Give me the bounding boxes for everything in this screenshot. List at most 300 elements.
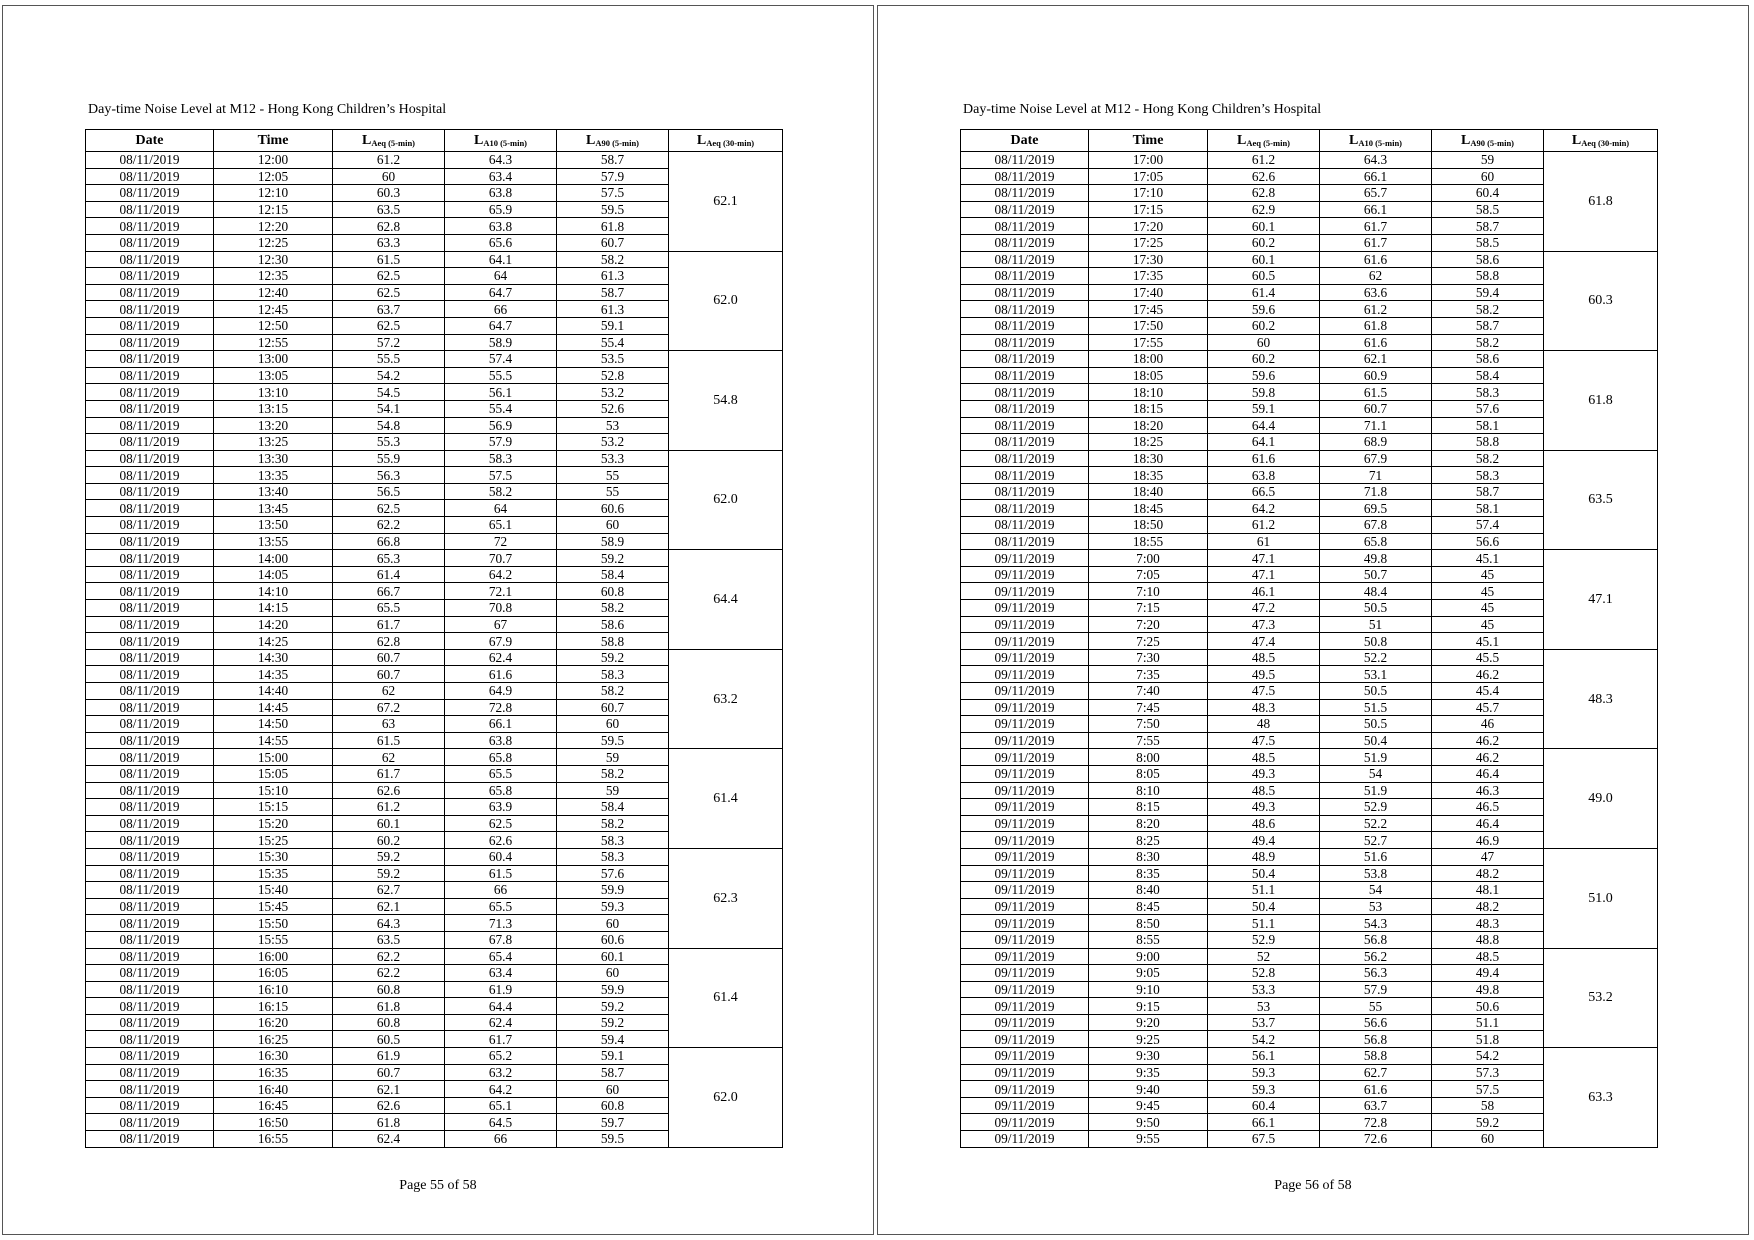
date-cell: 08/11/2019 [86, 168, 214, 185]
date-cell: 09/11/2019 [961, 882, 1089, 899]
la10-5min-cell: 64.7 [445, 284, 557, 301]
laeq-30min-cell: 64.4 [669, 550, 783, 650]
time-cell: 8:00 [1089, 749, 1208, 766]
date-cell: 08/11/2019 [86, 301, 214, 318]
date-cell: 08/11/2019 [961, 168, 1089, 185]
time-cell: 8:50 [1089, 915, 1208, 932]
column-header-laeq-30min: $L_{Aeq (30-min)}$ [1544, 130, 1658, 152]
time-cell: 12:00 [214, 152, 333, 169]
date-cell: 08/11/2019 [86, 251, 214, 268]
date-cell: 08/11/2019 [961, 234, 1089, 251]
la90-5min-cell: 60.6 [557, 931, 669, 948]
la10-5min-cell: 58.3 [445, 450, 557, 467]
laeq-30min-cell: 61.4 [669, 749, 783, 849]
table-header-row [961, 130, 1658, 152]
time-cell: 13:45 [214, 500, 333, 517]
time-cell: 9:50 [1089, 1114, 1208, 1131]
laeq-5min-cell: 47.5 [1208, 732, 1320, 749]
date-cell: 08/11/2019 [961, 500, 1089, 517]
la90-5min-cell: 46.5 [1432, 799, 1544, 816]
la90-5min-cell: 58.2 [557, 251, 669, 268]
la90-5min-cell: 58.8 [1432, 268, 1544, 285]
laeq-5min-cell: 53.7 [1208, 1014, 1320, 1031]
time-cell: 16:05 [214, 965, 333, 982]
time-cell: 14:45 [214, 699, 333, 716]
time-cell: 12:05 [214, 168, 333, 185]
la90-5min-cell: 60.8 [557, 1097, 669, 1114]
table-row [86, 550, 783, 567]
laeq-5min-cell: 61.2 [333, 799, 445, 816]
laeq-5min-cell: 64.3 [333, 915, 445, 932]
time-cell: 7:40 [1089, 683, 1208, 700]
time-cell: 9:20 [1089, 1014, 1208, 1031]
laeq-5min-cell: 60 [333, 168, 445, 185]
la90-5min-cell: 60 [557, 716, 669, 733]
date-cell: 08/11/2019 [86, 948, 214, 965]
la10-5min-cell: 72.8 [445, 699, 557, 716]
la10-5min-cell: 50.5 [1320, 716, 1432, 733]
date-cell: 08/11/2019 [961, 367, 1089, 384]
la90-5min-cell: 58.5 [1432, 234, 1544, 251]
time-cell: 16:10 [214, 981, 333, 998]
la10-5min-cell: 54.3 [1320, 915, 1432, 932]
la90-5min-cell: 56.6 [1432, 533, 1544, 550]
la90-5min-cell: 61.3 [557, 268, 669, 285]
la10-5min-cell: 62.7 [1320, 1064, 1432, 1081]
time-cell: 12:20 [214, 218, 333, 235]
la10-5min-cell: 71.3 [445, 915, 557, 932]
date-cell: 08/11/2019 [86, 483, 214, 500]
la90-5min-cell: 53.2 [557, 434, 669, 451]
laeq-5min-cell: 64.1 [1208, 434, 1320, 451]
table-row [961, 1048, 1658, 1065]
laeq-5min-cell: 47.1 [1208, 550, 1320, 567]
la10-5min-cell: 61.5 [1320, 384, 1432, 401]
la90-5min-cell: 58.7 [1432, 317, 1544, 334]
laeq-5min-cell: 46.1 [1208, 583, 1320, 600]
date-cell: 08/11/2019 [86, 699, 214, 716]
la10-5min-cell: 52.2 [1320, 649, 1432, 666]
column-header-laeq-5min: $L_{Aeq (5-min)}$ [333, 130, 445, 152]
date-cell: 08/11/2019 [86, 1031, 214, 1048]
laeq-5min-cell: 62.1 [333, 1081, 445, 1098]
time-cell: 12:45 [214, 301, 333, 318]
laeq-5min-cell: 50.4 [1208, 865, 1320, 882]
la10-5min-cell: 66 [445, 882, 557, 899]
la90-5min-cell: 52.8 [557, 367, 669, 384]
la10-5min-cell: 67.8 [1320, 517, 1432, 534]
time-cell: 15:00 [214, 749, 333, 766]
la90-5min-cell: 59.2 [1432, 1114, 1544, 1131]
time-cell: 17:25 [1089, 234, 1208, 251]
la90-5min-cell: 45 [1432, 616, 1544, 633]
time-cell: 18:45 [1089, 500, 1208, 517]
laeq-5min-cell: 63 [333, 716, 445, 733]
la10-5min-cell: 62.5 [445, 815, 557, 832]
la90-5min-cell: 61.8 [557, 218, 669, 235]
laeq-5min-cell: 55.3 [333, 434, 445, 451]
la90-5min-cell: 59.1 [557, 317, 669, 334]
laeq-30min-cell: 53.2 [1544, 948, 1658, 1048]
date-cell: 08/11/2019 [86, 384, 214, 401]
laeq-30min-cell: 62.1 [669, 152, 783, 252]
laeq-5min-cell: 59.1 [1208, 400, 1320, 417]
date-cell: 08/11/2019 [961, 268, 1089, 285]
la10-5min-cell: 67.9 [1320, 450, 1432, 467]
time-cell: 16:35 [214, 1064, 333, 1081]
date-cell: 08/11/2019 [86, 434, 214, 451]
time-cell: 9:10 [1089, 981, 1208, 998]
time-cell: 14:10 [214, 583, 333, 600]
la90-5min-cell: 45 [1432, 583, 1544, 600]
date-cell: 08/11/2019 [86, 450, 214, 467]
time-cell: 9:45 [1089, 1097, 1208, 1114]
la10-5min-cell: 57.9 [445, 434, 557, 451]
document-page-right [877, 5, 1749, 1235]
time-cell: 17:35 [1089, 268, 1208, 285]
la10-5min-cell: 72.8 [1320, 1114, 1432, 1131]
date-cell: 08/11/2019 [86, 152, 214, 169]
time-cell: 17:45 [1089, 301, 1208, 318]
time-cell: 7:35 [1089, 666, 1208, 683]
la90-5min-cell: 58.7 [1432, 218, 1544, 235]
laeq-5min-cell: 62.5 [333, 500, 445, 517]
laeq-5min-cell: 62 [333, 683, 445, 700]
laeq-5min-cell: 62.1 [333, 898, 445, 915]
la10-5min-cell: 56.2 [1320, 948, 1432, 965]
la90-5min-cell: 46.4 [1432, 765, 1544, 782]
la10-5min-cell: 63.8 [445, 218, 557, 235]
laeq-30min-cell: 63.5 [1544, 450, 1658, 550]
laeq-30min-cell: 63.2 [669, 649, 783, 749]
laeq-5min-cell: 47.3 [1208, 616, 1320, 633]
time-cell: 17:15 [1089, 201, 1208, 218]
column-header-date: Date [86, 130, 214, 152]
la10-5min-cell: 65.5 [445, 898, 557, 915]
date-cell: 08/11/2019 [86, 218, 214, 235]
laeq-5min-cell: 49.3 [1208, 765, 1320, 782]
table-row [86, 649, 783, 666]
laeq-30min-cell: 60.3 [1544, 251, 1658, 351]
laeq-5min-cell: 48.9 [1208, 848, 1320, 865]
time-cell: 13:30 [214, 450, 333, 467]
time-cell: 8:30 [1089, 848, 1208, 865]
la90-5min-cell: 60.4 [1432, 185, 1544, 202]
document-page-left [2, 5, 874, 1235]
laeq-30min-cell: 62.0 [669, 251, 783, 351]
la90-5min-cell: 57.5 [1432, 1081, 1544, 1098]
la10-5min-cell: 63.8 [445, 185, 557, 202]
la90-5min-cell: 58.1 [1432, 500, 1544, 517]
laeq-5min-cell: 63.3 [333, 234, 445, 251]
date-cell: 08/11/2019 [86, 566, 214, 583]
column-header-la90-5min: $L_{A90 (5-min)}$ [1432, 130, 1544, 152]
la90-5min-cell: 60 [1432, 168, 1544, 185]
la90-5min-cell: 59.4 [1432, 284, 1544, 301]
date-cell: 08/11/2019 [86, 284, 214, 301]
column-header-la10-5min: $L_{A10 (5-min)}$ [1320, 130, 1432, 152]
la10-5min-cell: 66.1 [445, 716, 557, 733]
time-cell: 14:50 [214, 716, 333, 733]
time-cell: 16:50 [214, 1114, 333, 1131]
date-cell: 08/11/2019 [86, 334, 214, 351]
la90-5min-cell: 57.3 [1432, 1064, 1544, 1081]
laeq-5min-cell: 62.8 [333, 633, 445, 650]
laeq-30min-cell: 54.8 [669, 351, 783, 451]
la10-5min-cell: 63.2 [445, 1064, 557, 1081]
laeq-5min-cell: 62.9 [1208, 201, 1320, 218]
date-cell: 08/11/2019 [961, 152, 1089, 169]
date-cell: 09/11/2019 [961, 832, 1089, 849]
la10-5min-cell: 54 [1320, 882, 1432, 899]
time-cell: 18:10 [1089, 384, 1208, 401]
la90-5min-cell: 58.7 [557, 284, 669, 301]
la90-5min-cell: 49.4 [1432, 965, 1544, 982]
laeq-5min-cell: 52 [1208, 948, 1320, 965]
la10-5min-cell: 70.7 [445, 550, 557, 567]
la10-5min-cell: 55.5 [445, 367, 557, 384]
time-cell: 13:10 [214, 384, 333, 401]
date-cell: 08/11/2019 [86, 201, 214, 218]
time-cell: 15:40 [214, 882, 333, 899]
la10-5min-cell: 49.8 [1320, 550, 1432, 567]
date-cell: 09/11/2019 [961, 948, 1089, 965]
time-cell: 7:10 [1089, 583, 1208, 600]
laeq-5min-cell: 60.2 [1208, 317, 1320, 334]
laeq-5min-cell: 55.9 [333, 450, 445, 467]
date-cell: 08/11/2019 [86, 467, 214, 484]
column-header-laeq-5min: $L_{Aeq (5-min)}$ [1208, 130, 1320, 152]
la10-5min-cell: 64.3 [445, 152, 557, 169]
laeq-5min-cell: 47.4 [1208, 633, 1320, 650]
la90-5min-cell: 55 [557, 467, 669, 484]
la90-5min-cell: 48.8 [1432, 931, 1544, 948]
laeq-30min-cell: 62.0 [669, 1048, 783, 1148]
la10-5min-cell: 58.9 [445, 334, 557, 351]
la10-5min-cell: 51.5 [1320, 699, 1432, 716]
laeq-5min-cell: 60.3 [333, 185, 445, 202]
la90-5min-cell: 58.2 [557, 683, 669, 700]
laeq-5min-cell: 62 [333, 749, 445, 766]
la10-5min-cell: 71.1 [1320, 417, 1432, 434]
laeq-5min-cell: 67.5 [1208, 1131, 1320, 1148]
la10-5min-cell: 62.1 [1320, 351, 1432, 368]
laeq-5min-cell: 62.6 [1208, 168, 1320, 185]
date-cell: 08/11/2019 [86, 583, 214, 600]
date-cell: 08/11/2019 [961, 351, 1089, 368]
time-cell: 9:25 [1089, 1031, 1208, 1048]
la10-5min-cell: 71.8 [1320, 483, 1432, 500]
laeq-5min-cell: 60.2 [333, 832, 445, 849]
date-cell: 09/11/2019 [961, 931, 1089, 948]
la90-5min-cell: 48.2 [1432, 865, 1544, 882]
time-cell: 7:30 [1089, 649, 1208, 666]
la90-5min-cell: 47 [1432, 848, 1544, 865]
la90-5min-cell: 58.3 [1432, 384, 1544, 401]
la10-5min-cell: 56.8 [1320, 931, 1432, 948]
la90-5min-cell: 58.2 [1432, 450, 1544, 467]
page-number: Page 56 of 58 [1274, 1178, 1352, 1193]
la90-5min-cell: 59.5 [557, 1131, 669, 1148]
laeq-30min-cell: 47.1 [1544, 550, 1658, 650]
laeq-5min-cell: 49.3 [1208, 799, 1320, 816]
la10-5min-cell: 67.8 [445, 931, 557, 948]
la90-5min-cell: 53 [557, 417, 669, 434]
la10-5min-cell: 65.5 [445, 765, 557, 782]
time-cell: 15:55 [214, 931, 333, 948]
laeq-5min-cell: 59.2 [333, 848, 445, 865]
la90-5min-cell: 58.8 [1432, 434, 1544, 451]
time-cell: 18:05 [1089, 367, 1208, 384]
la90-5min-cell: 45.4 [1432, 683, 1544, 700]
la10-5min-cell: 50.7 [1320, 566, 1432, 583]
date-cell: 09/11/2019 [961, 1014, 1089, 1031]
laeq-5min-cell: 66.1 [1208, 1114, 1320, 1131]
la10-5min-cell: 64 [445, 500, 557, 517]
la10-5min-cell: 65.7 [1320, 185, 1432, 202]
time-cell: 17:55 [1089, 334, 1208, 351]
noise-level-table [85, 129, 783, 1148]
time-cell: 16:00 [214, 948, 333, 965]
la10-5min-cell: 50.5 [1320, 600, 1432, 617]
table-title: Day-time Noise Level at M12 - Hong Kong Children’s Hospital [88, 102, 447, 117]
laeq-5min-cell: 54.5 [333, 384, 445, 401]
time-cell: 7:15 [1089, 600, 1208, 617]
laeq-5min-cell: 65.3 [333, 550, 445, 567]
laeq-5min-cell: 61.7 [333, 616, 445, 633]
date-cell: 09/11/2019 [961, 981, 1089, 998]
la10-5min-cell: 58.8 [1320, 1048, 1432, 1065]
laeq-5min-cell: 60.1 [1208, 218, 1320, 235]
date-cell: 08/11/2019 [961, 185, 1089, 202]
time-cell: 15:50 [214, 915, 333, 932]
laeq-5min-cell: 60 [1208, 334, 1320, 351]
date-cell: 08/11/2019 [86, 848, 214, 865]
time-cell: 17:10 [1089, 185, 1208, 202]
la90-5min-cell: 46.2 [1432, 666, 1544, 683]
la10-5min-cell: 64.9 [445, 683, 557, 700]
laeq-5min-cell: 61.2 [333, 152, 445, 169]
la10-5min-cell: 61.7 [445, 1031, 557, 1048]
table-row [86, 948, 783, 965]
laeq-5min-cell: 60.5 [333, 1031, 445, 1048]
la10-5min-cell: 56.3 [1320, 965, 1432, 982]
la90-5min-cell: 46.2 [1432, 749, 1544, 766]
date-cell: 08/11/2019 [961, 301, 1089, 318]
date-cell: 09/11/2019 [961, 732, 1089, 749]
la10-5min-cell: 61.6 [1320, 334, 1432, 351]
date-cell: 08/11/2019 [86, 600, 214, 617]
time-cell: 12:15 [214, 201, 333, 218]
date-cell: 08/11/2019 [961, 317, 1089, 334]
la90-5min-cell: 55 [557, 483, 669, 500]
la90-5min-cell: 58.8 [557, 633, 669, 650]
laeq-5min-cell: 61.8 [333, 998, 445, 1015]
laeq-30min-cell: 61.8 [1544, 351, 1658, 451]
laeq-5min-cell: 60.4 [1208, 1097, 1320, 1114]
time-cell: 9:55 [1089, 1131, 1208, 1148]
time-cell: 7:05 [1089, 566, 1208, 583]
date-cell: 09/11/2019 [961, 1114, 1089, 1131]
time-cell: 15:35 [214, 865, 333, 882]
la90-5min-cell: 57.4 [1432, 517, 1544, 534]
time-cell: 9:15 [1089, 998, 1208, 1015]
la90-5min-cell: 59.5 [557, 732, 669, 749]
time-cell: 8:40 [1089, 882, 1208, 899]
time-cell: 13:55 [214, 533, 333, 550]
date-cell: 09/11/2019 [961, 782, 1089, 799]
date-cell: 09/11/2019 [961, 600, 1089, 617]
la90-5min-cell: 48.3 [1432, 915, 1544, 932]
date-cell: 08/11/2019 [86, 732, 214, 749]
la90-5min-cell: 57.6 [1432, 400, 1544, 417]
laeq-5min-cell: 60.1 [333, 815, 445, 832]
laeq-5min-cell: 62.6 [333, 1097, 445, 1114]
la90-5min-cell: 59.1 [557, 1048, 669, 1065]
la10-5min-cell: 56.9 [445, 417, 557, 434]
laeq-5min-cell: 60.2 [1208, 234, 1320, 251]
la10-5min-cell: 62.6 [445, 832, 557, 849]
la90-5min-cell: 49.8 [1432, 981, 1544, 998]
date-cell: 08/11/2019 [86, 517, 214, 534]
la10-5min-cell: 65.1 [445, 1097, 557, 1114]
la90-5min-cell: 58.7 [1432, 483, 1544, 500]
date-cell: 08/11/2019 [961, 467, 1089, 484]
time-cell: 15:10 [214, 782, 333, 799]
la10-5min-cell: 65.8 [445, 749, 557, 766]
date-cell: 09/11/2019 [961, 666, 1089, 683]
la90-5min-cell: 53.5 [557, 351, 669, 368]
date-cell: 08/11/2019 [86, 400, 214, 417]
la90-5min-cell: 60 [557, 915, 669, 932]
time-cell: 13:15 [214, 400, 333, 417]
date-cell: 08/11/2019 [86, 898, 214, 915]
time-cell: 9:00 [1089, 948, 1208, 965]
date-cell: 09/11/2019 [961, 633, 1089, 650]
laeq-5min-cell: 63.8 [1208, 467, 1320, 484]
la10-5min-cell: 60.4 [445, 848, 557, 865]
la90-5min-cell: 59.2 [557, 1014, 669, 1031]
date-cell: 08/11/2019 [86, 268, 214, 285]
laeq-5min-cell: 60.1 [1208, 251, 1320, 268]
la90-5min-cell: 59.3 [557, 898, 669, 915]
laeq-5min-cell: 53.3 [1208, 981, 1320, 998]
date-cell: 08/11/2019 [86, 1064, 214, 1081]
time-cell: 14:20 [214, 616, 333, 633]
la90-5min-cell: 46.2 [1432, 732, 1544, 749]
la10-5min-cell: 52.2 [1320, 815, 1432, 832]
table-row [961, 749, 1658, 766]
time-cell: 15:05 [214, 765, 333, 782]
time-cell: 7:45 [1089, 699, 1208, 716]
laeq-30min-cell: 61.4 [669, 948, 783, 1048]
la90-5min-cell: 59.4 [557, 1031, 669, 1048]
la90-5min-cell: 46 [1432, 716, 1544, 733]
la10-5min-cell: 64.4 [445, 998, 557, 1015]
la10-5min-cell: 64.5 [445, 1114, 557, 1131]
laeq-5min-cell: 65.5 [333, 600, 445, 617]
la10-5min-cell: 62.4 [445, 1014, 557, 1031]
la10-5min-cell: 66 [445, 301, 557, 318]
la90-5min-cell: 57.9 [557, 168, 669, 185]
date-cell: 08/11/2019 [961, 334, 1089, 351]
time-cell: 7:50 [1089, 716, 1208, 733]
la10-5min-cell: 69.5 [1320, 500, 1432, 517]
time-cell: 8:20 [1089, 815, 1208, 832]
date-cell: 08/11/2019 [961, 251, 1089, 268]
time-cell: 8:25 [1089, 832, 1208, 849]
time-cell: 17:20 [1089, 218, 1208, 235]
